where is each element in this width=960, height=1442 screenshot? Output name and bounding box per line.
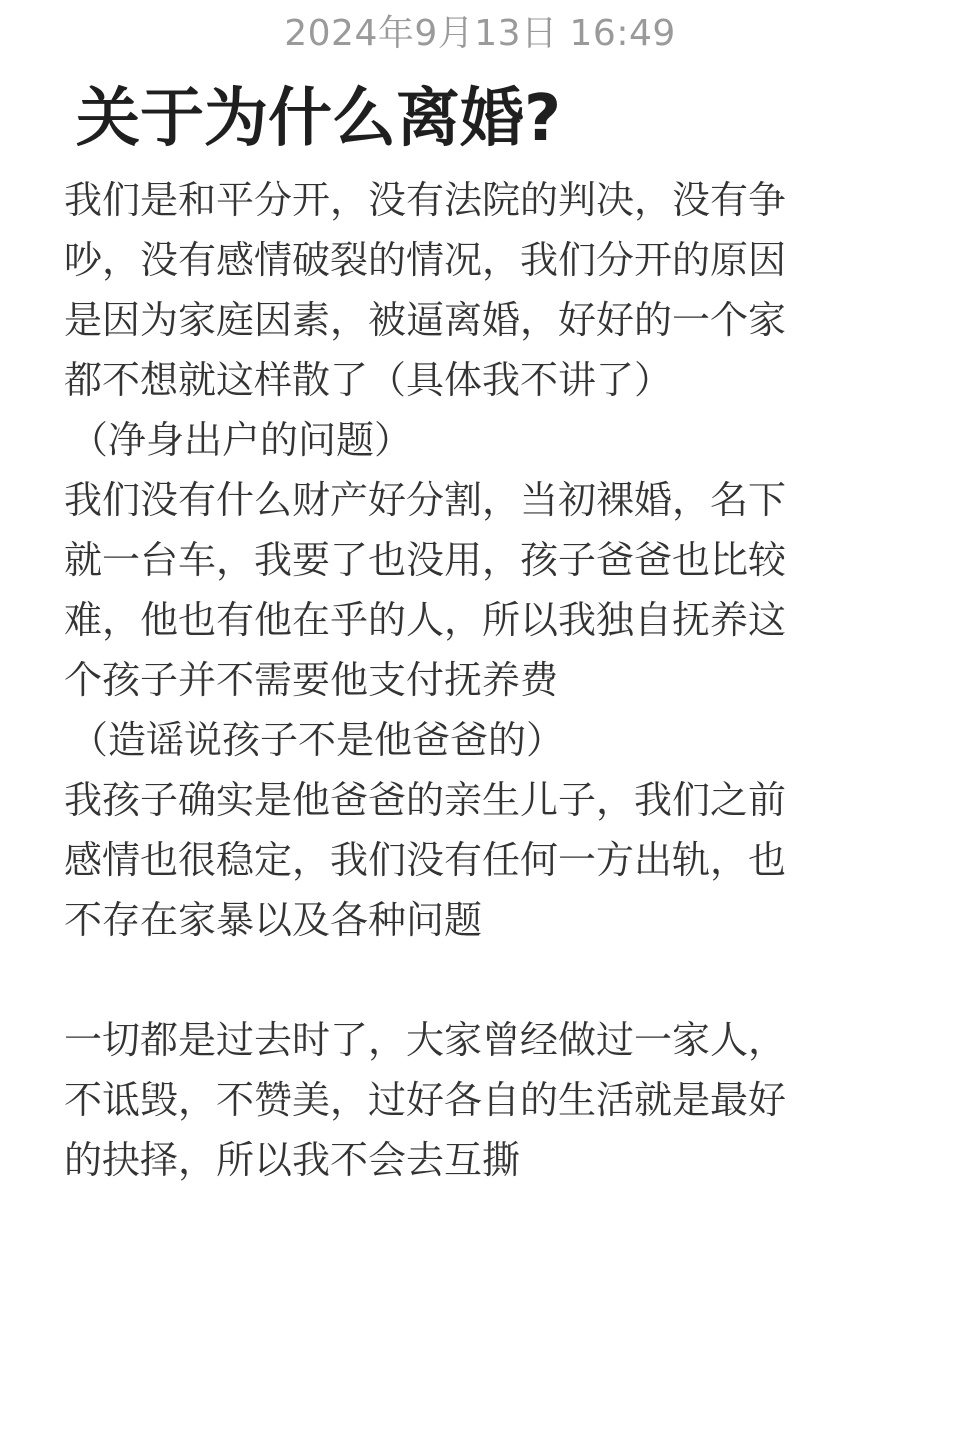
note-timestamp: 2024年9月13日 16:49 [284, 13, 676, 54]
blank-line [64, 950, 904, 1010]
note-line: 感情也很稳定，我们没有任何一方出轨，也 [64, 838, 787, 882]
note-line: 不诋毁，不赞美，过好各自的生活就是最好 [64, 1078, 787, 1122]
note-title: 关于为什么离婚? [76, 82, 562, 156]
note-line: 一切都是过去时了，大家曾经做过一家人， [64, 1018, 787, 1062]
note-line: 吵，没有感情破裂的情况，我们分开的原因 [64, 238, 787, 282]
note-line: 的抉择，所以我不会去互撕 [64, 1138, 521, 1182]
note-line: 我们没有什么财产好分割，当初裸婚，名下 [64, 478, 787, 522]
note-line: （净身出户的问题） [70, 418, 413, 462]
note-body[interactable] [64, 170, 904, 1190]
note-line: 不存在家暴以及各种问题 [64, 898, 483, 942]
note-line: 是因为家庭因素，被逼离婚，好好的一个家 [64, 298, 787, 342]
note-line: （造谣说孩子不是他爸爸的） [70, 718, 565, 762]
note-line: 就一台车，我要了也没用，孩子爸爸也比较 [64, 538, 787, 582]
note-line: 我们是和平分开，没有法院的判决，没有争 [64, 178, 787, 222]
note-line: 个孩子并不需要他支付抚养费 [64, 658, 559, 702]
note-line: 都不想就这样散了（具体我不讲了） [64, 358, 673, 402]
note-line: 我孩子确实是他爸爸的亲生儿子，我们之前 [64, 778, 787, 822]
note-line: 难，他也有他在乎的人，所以我独自抚养这 [64, 598, 787, 642]
